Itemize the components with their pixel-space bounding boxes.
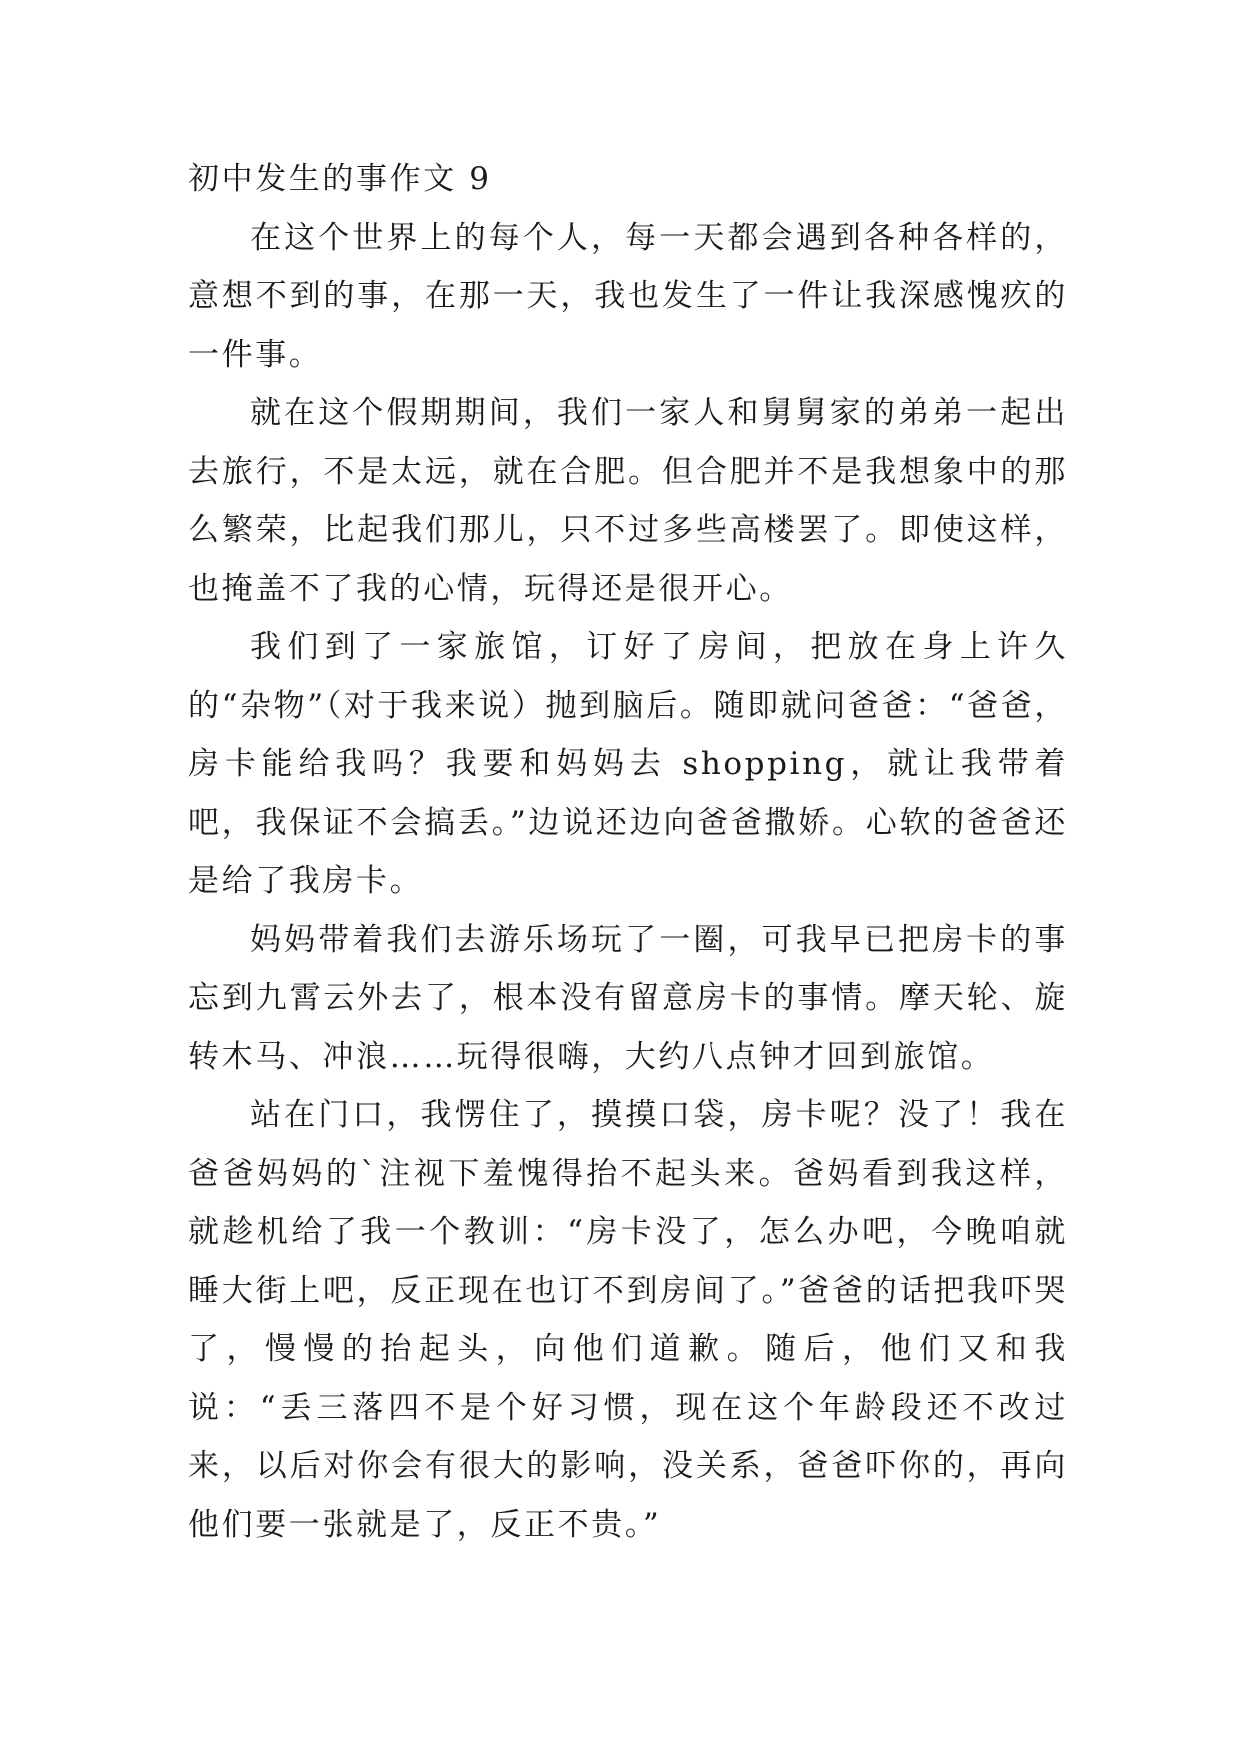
paragraph-2: 就在这个假期期间，我们一家人和舅舅家的弟弟一起出去旅行，不是太远，就在合肥。但合肥并不是我想象中的那么繁荣，比起我们那儿，只不过多些高楼罢了。即使这样，也掩盖不了我的心情，玩得还是很开心。 <box>188 395 1068 607</box>
paragraph-5: 站在门口，我愣住了，摸摸口袋，房卡呢？没了！我在爸爸妈妈的`注视下羞愧得抬不起头来。爸妈看到我这样，就趁机给了我一个教训：“房卡没了，怎么办吧，今晚咱就睡大街上吧，反正现在也订不到房间了。”爸爸的话把我吓哭了，慢慢的抬起头，向他们道歉。随后，他们又和我说：“丢三落四不是个好习惯，现在这个年龄段还不改过来，以后对你会有很大的影响，没关系，爸爸吓你的，再向他们要一张就是了，反正不贵。” <box>188 1097 1068 1543</box>
paragraph-1: 在这个世界上的每个人，每一天都会遇到各种各样的，意想不到的事，在那一天，我也发生了一件让我深感愧疚的一件事。 <box>188 219 1068 373</box>
paragraph-4: 妈妈带着我们去游乐场玩了一圈，可我早已把房卡的事忘到九霄云外去了，根本没有留意房卡的事情。摩天轮、旋转木马、冲浪……玩得很嗨，大约八点钟才回到旅馆。 <box>188 921 1068 1075</box>
document-title: 初中发生的事作文 9 <box>188 161 492 197</box>
paragraph-3: 我们到了一家旅馆，订好了房间，把放在身上许久的“杂物”（对于我来说）抛到脑后。随即就问爸爸：“爸爸，房卡能给我吗？我要和妈妈去 shopping，就让我带着吧，我保证不会搞丢。”边说还边向爸爸撒娇。心软的爸爸还是给了我房卡。 <box>188 629 1068 899</box>
document-body <box>188 150 1068 1554</box>
